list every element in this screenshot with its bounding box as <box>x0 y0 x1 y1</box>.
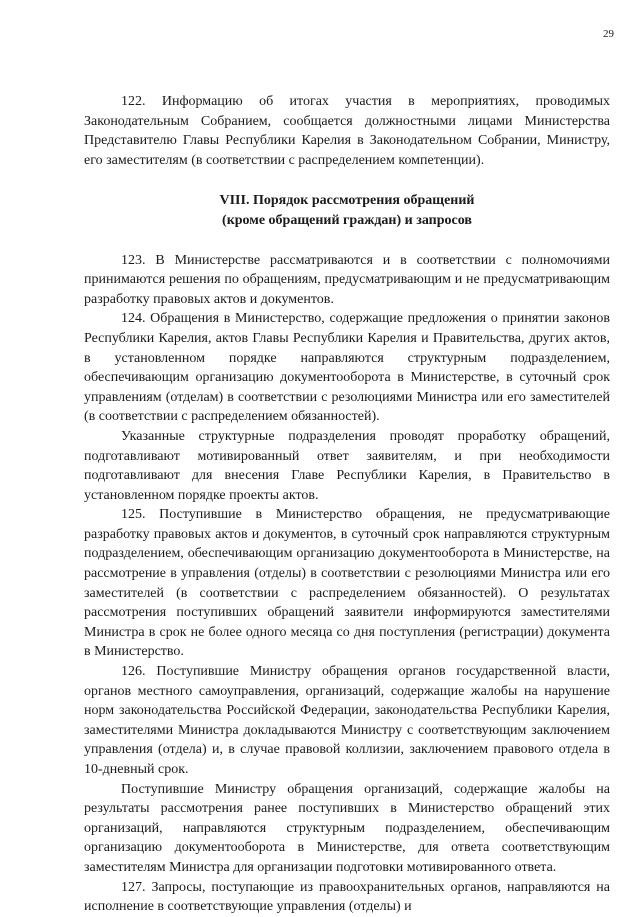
paragraph-127: 127. Запросы, поступающие из правоохранительных органов, направляются на исполнение в соответствующие управления (отделы) и <box>84 879 610 915</box>
paragraph-125: 125. Поступившие в Министерство обращения, не предусматривающие разработку правовых актов и документов, в суточный срок направляются структурным подразделением, обеспечивающим организацию документооборота в Министерстве, на рассмотрение в управления (отделы) в соответствии с резолюциями Министра или его заместителей (в соответствии с распределением обязанностей). О результатах рассмотрения поступивших обращений заявители информируются заместителями Министра в срок не более одного месяца со дня поступления (регистрации) документа в Министерство. <box>84 507 610 660</box>
paragraph-122: 122. Информацию об итогах участия в мероприятиях, проводимых Законодательным Собранием, сообщается должностными лицами Министерства Представителю Главы Республики Карелия в Законодательном Собрании, Министру, его заместителям (в соответствии с распределением компетенции). <box>84 94 610 168</box>
section-heading-line-1: VIII. Порядок рассмотрения обращений <box>219 193 475 209</box>
paragraph-126: 126. Поступившие Министру обращения органов государственной власти, органов местного самоуправления, организаций, содержащие жалобы на нарушение норм законодательства Российской Федерации, законодательства Республики Карелия, заместителями Министра докладываются Министру с соответствующим заключением управления (отдела) и, в случае правовой коллизии, заключением правового отдела в 10-дневный срок. <box>84 664 610 777</box>
section-heading <box>84 191 610 230</box>
document-body <box>84 92 610 917</box>
page-number: 29 <box>603 28 614 40</box>
paragraph-124-continued: Указанные структурные подразделения проводят проработку обращений, подготавливают мотивированный ответ заявителям, и при необходимости подготавливают для внесения Главе Республики Карелия, в Правительство в установленном порядке проекты актов. <box>84 428 610 503</box>
paragraph-123: 123. В Министерстве рассматриваются и в соответствии с полномочиями принимаются решения по обращениям, предусматривающим и не предусматривающим разработку правовых актов и документов. <box>84 252 610 307</box>
section-heading-line-2: (кроме обращений граждан) и запросов <box>222 212 472 228</box>
paragraph-126-continued: Поступившие Министру обращения организаций, содержащие жалобы на результаты рассмотрения ранее поступивших в Министерство обращений этих организаций, направляются структурным подразделением, обеспечивающим организацию документооборота в Министерстве, для ответа соответствующим заместителям Министра для организации подготовки мотивированного ответа. <box>84 781 610 875</box>
paragraph-124: 124. Обращения в Министерство, содержащие предложения о принятии законов Республики Карелия, актов Главы Республики Карелия и Правительства, других актов, в установленном порядке направляются структурным подразделением, обеспечивающим организацию документооборота в Министерстве, в суточный срок управлениям (отделам) в соответствии с резолюциями Министра или его заместителей (в соответствии с распределением обязанностей). <box>84 311 610 425</box>
